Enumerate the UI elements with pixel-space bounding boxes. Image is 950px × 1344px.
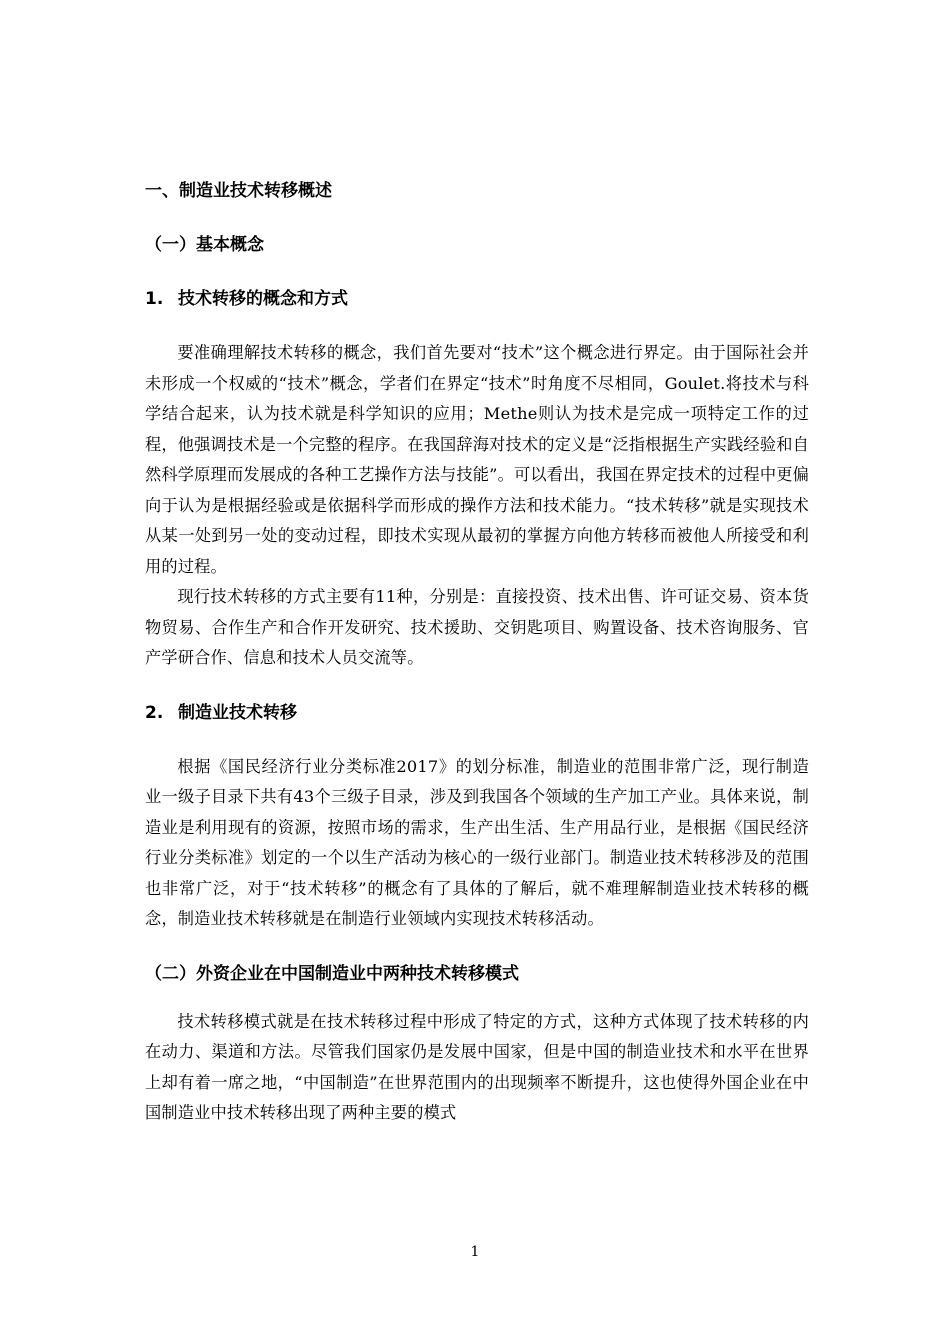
paragraph: 技术转移模式就是在技术转移过程中形成了特定的方式，这种方式体现了技术转移的内在动力、渠道和方法。尽管我们国家仍是发展中国家，但是中国的制造业技术和水平在世界上却有着一席之地，“中国制造”在世界范围内的出现频率不断提升，这也使得外国企业在中国制造业中技术转移出现了两种主要的模式	[145, 1011, 809, 1122]
paragraph: 要准确理解技术转移的概念，我们首先要对“技术”这个概念进行界定。由于国际社会并未形成一个权威的“技术”概念，学者们在界定“技术”时角度不尽相同，Goulet.将技术与科学结合起来，认为技术就是科学知识的应用；Methe则认为技术是完成一项特定工作的过程，他强调技术是一个完整的程序。在我国辞海对技术的定义是“泛指根据生产实践经验和自然科学原理而发展成的各种工艺操作方法与技能”。可以看出，我国在界定技术的过程中更偏向于认为是根据经验或是依据科学而形成的操作方法和技术能力。“技术转移”就是实现技术从某一处到另一处的变动过程，即技术实现从最初的掌握方向他方转移而被他人所接受和利用的过程。	[145, 343, 809, 576]
paragraph: 现行技术转移的方式主要有11种，分别是：直接投资、技术出售、许可证交易、资本货物贸易、合作生产和合作开发研究、技术援助、交钥匙项目、购置设备、技术咨询服务、官产学研合作、信息和技术人员交流等。	[145, 587, 809, 667]
item-heading	[145, 284, 809, 314]
item-title: 技术转移的概念和方式	[178, 289, 348, 309]
item-number: 2.	[145, 702, 164, 723]
page-number: 1	[470, 1244, 480, 1260]
subsection-heading: （一）基本概念	[145, 235, 264, 255]
item-number: 1.	[145, 289, 164, 309]
item-heading	[145, 698, 809, 728]
paragraph: 根据《国民经济行业分类标准2017》的划分标准，制造业的范围非常广泛，现行制造业一级子目录下共有43个三级子目录，涉及到我国各个领域的生产加工产业。具体来说，制造业是利用现有的资源，按照市场的需求，生产出生活、生产用品行业，是根据《国民经济行业分类标准》划定的一个以生产活动为核心的一级行业部门。制造业技术转移涉及的范围也非常广泛，对于“技术转移”的概念有了具体的了解后，就不难理解制造业技术转移的概念，制造业技术转移就是在制造行业领域内实现技术转移活动。	[145, 756, 809, 928]
item-title: 制造业技术转移	[178, 702, 297, 723]
subsection-heading: （二）外资企业在中国制造业中两种技术转移模式	[145, 963, 519, 984]
section-heading: 一、制造业技术转移概述	[145, 181, 332, 201]
document-body	[145, 176, 809, 1129]
